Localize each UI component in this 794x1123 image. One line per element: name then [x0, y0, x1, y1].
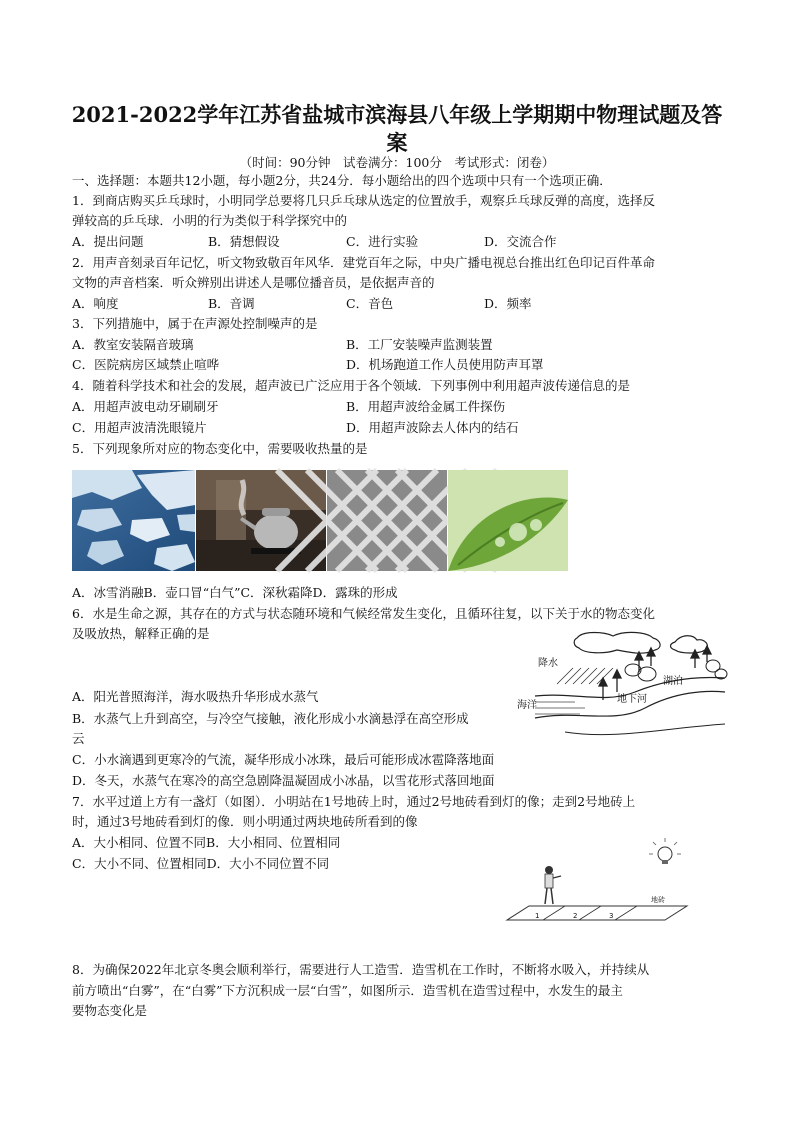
melting-ice-image	[72, 470, 195, 571]
q4-option-a: A．用超声波电动牙刷刷牙	[72, 399, 219, 414]
page-title-cont: 案	[386, 130, 408, 155]
q3-stem: 3．下列措施中，属于在声源处控制噪声的是	[72, 316, 318, 331]
label-ocean: 海洋	[517, 700, 537, 711]
q1-stem-2: 弹较高的乒乓球．小明的行为类似于科学探究中的	[72, 213, 348, 228]
q4-option-c: C．用超声波清洗眼镜片	[72, 420, 207, 435]
frost-mesh-image	[327, 470, 447, 571]
tile-label-2: 2	[573, 912, 578, 920]
q4-stem: 4．随着科学技术和社会的发展，超声波已广泛应用于各个领域．下列事例中利用超声波传递信息的是	[72, 378, 630, 393]
tile-label-3: 3	[609, 912, 614, 920]
q7-stem-1: 7．水平过道上方有一盏灯（如图）．小明站在1号地砖上时，通过2号地砖看到灯的像；走到2号地砖上	[72, 794, 636, 809]
q5-stem: 5．下列现象所对应的物态变化中，需要吸收热量的是	[72, 441, 368, 456]
kettle-steam-image	[196, 470, 326, 571]
q7-option-cd: C．大小不同、位置相同D．大小不同位置不同	[72, 856, 330, 871]
q7-option-ab: A．大小相同、位置不同B．大小相同、位置相同	[72, 835, 341, 850]
q8-stem-3: 要物态变化是	[72, 1003, 148, 1018]
q4-option-b: B．用超声波给金属工件探伤	[346, 399, 506, 414]
label-lake: 湖泊	[663, 676, 683, 687]
q3-option-d: D．机场跑道工作人员使用防声耳罩	[346, 357, 544, 372]
q3-option-a: A．教室安装隔音玻璃	[72, 337, 194, 352]
q6-option-a: A．阳光普照海洋，海水吸热升华形成水蒸气	[72, 689, 319, 704]
q2-option-a: A．响度	[72, 296, 119, 311]
q2-stem-2: 文物的声音档案．听众辨别出讲述人是哪位播音员，是依据声音的	[72, 275, 435, 290]
q2-stem-1: 2．用声音刻录百年记忆，听文物致敬百年风华．建党百年之际，中央广播电视总台推出红色印记百件革命	[72, 255, 655, 270]
q3-option-c: C．医院病房区域禁止喧哗	[72, 357, 220, 372]
q1-option-a: A．提出问题	[72, 234, 144, 249]
boy-figure	[545, 866, 561, 904]
q4-option-d: D．用超声波除去人体内的结石	[346, 420, 519, 435]
q6-stem-1: 6．水是生命之源，其存在的方式与状态随环境和气候经常发生变化，且循环往复，以下关于水的物态变化	[72, 606, 655, 621]
water-cycle-diagram	[517, 628, 725, 746]
lamp-icon	[649, 838, 681, 864]
label-river: 地下河	[617, 694, 647, 705]
lamp-floor-diagram	[505, 838, 690, 924]
q6-stem-2: 及吸放热，解释正确的是	[72, 626, 210, 641]
q7-stem-2: 时，通过3号地砖看到灯的像．则小明通过两块地砖所看到的像	[72, 814, 418, 829]
q1-option-b: B．猜想假设	[208, 234, 280, 249]
floor-label: 地砖	[651, 896, 665, 904]
q6-option-b: B．水蒸气上升到高空，与冷空气接触，液化形成小水滴悬浮在高空形成	[72, 711, 469, 726]
section-heading: 一、选择题：本题共12小题，每小题2分，共24分．每小题给出的四个选项中只有一个选项正确．	[72, 173, 612, 188]
q8-stem-2: 前方喷出“白雾”，在“白雾”下方沉积成一层“白雪”，如图所示．造雪机在造雪过程中，水发生的最主	[72, 983, 623, 998]
exam-info: （时间：90分钟 试卷满分：100分 考试形式：闭卷）	[239, 155, 555, 170]
q2-option-d: D．频率	[484, 296, 532, 311]
q2-option-c: C．音色	[346, 296, 394, 311]
label-rain: 降水	[538, 658, 558, 669]
q6-option-b-cont: 云	[72, 731, 85, 746]
q3-option-b: B．工厂安装噪声监测装置	[346, 337, 493, 352]
page-title: 2021-2022学年江苏省盐城市滨海县八年级上学期期中物理试题及答	[71, 102, 723, 127]
q2-option-b: B．音调	[208, 296, 255, 311]
q8-stem-1: 8．为确保2022年北京冬奥会顺利举行，需要进行人工造雪．造雪机在工作时，不断将水吸入，并持续从	[72, 962, 650, 977]
dew-leaf-image	[448, 470, 568, 571]
q1-option-c: C．进行实验	[346, 234, 419, 249]
q1-stem-1: 1．到商店购买乒乓球时，小明同学总要将几只乒乓球从选定的位置放手，观察乒乓球反弹的高度，选择反	[72, 193, 655, 208]
q6-option-d: D．冬天，水蒸气在寒冷的高空急剧降温凝固成小冰晶，以雪花形式落回地面	[72, 773, 495, 788]
tile-label-1: 1	[535, 912, 540, 920]
q1-option-d: D．交流合作	[484, 234, 557, 249]
q5-options: A．冰雪消融B．壶口冒“白气”C．深秋霜降D．露珠的形成	[72, 585, 398, 600]
q6-option-c: C．小水滴遇到更寒冷的气流，凝华形成小冰珠，最后可能形成冰雹降落地面	[72, 752, 495, 767]
